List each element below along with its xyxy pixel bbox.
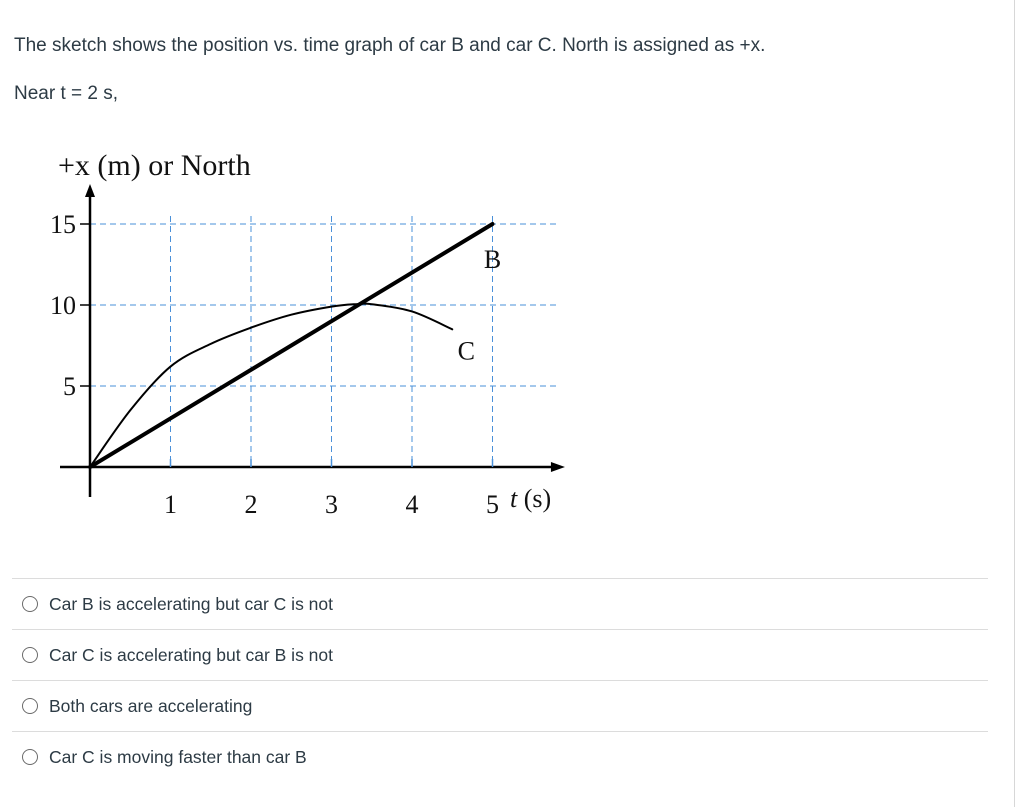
- series-label-car-b: B: [483, 245, 502, 274]
- y-tick-label: 10: [50, 291, 76, 320]
- question-prompt: The sketch shows the position vs. time graph of car B and car C. North is assigned as +x.: [14, 35, 766, 56]
- x-tick-label: 3: [325, 490, 338, 519]
- y-axis-label: +x (m) or North: [58, 149, 251, 182]
- x-tick-label: 4: [405, 490, 419, 519]
- answer-option[interactable]: [12, 731, 988, 782]
- answer-label: Car B is accelerating but car C is not: [49, 593, 334, 614]
- radio-button[interactable]: [22, 749, 38, 765]
- answer-label: Car C is moving faster than car B: [49, 746, 307, 767]
- position-time-chart: [30, 140, 590, 535]
- question-subprompt: Near t = 2 s,: [14, 83, 119, 104]
- series-label-car-c: C: [457, 336, 475, 366]
- radio-button[interactable]: [22, 596, 38, 612]
- series-line-car-c: [90, 304, 452, 467]
- x-axis-label: t (s): [510, 484, 552, 513]
- x-tick-label: 5: [486, 490, 499, 519]
- answer-label: Car C is accelerating but car B is not: [49, 644, 334, 665]
- x-tick-label: 2: [244, 490, 258, 519]
- y-axis-arrow: [85, 184, 95, 197]
- answer-label: Both cars are accelerating: [49, 695, 253, 716]
- y-tick-label: 15: [50, 210, 76, 239]
- axes-layer: [60, 184, 565, 497]
- y-tick-label: 5: [63, 372, 76, 401]
- answer-list: [12, 578, 988, 782]
- answer-option[interactable]: [12, 578, 988, 629]
- radio-button[interactable]: [22, 698, 38, 714]
- series-layer: [90, 224, 501, 467]
- answer-option[interactable]: [12, 629, 988, 680]
- series-line-car-b: [90, 224, 493, 467]
- x-tick-label: 1: [164, 490, 177, 519]
- radio-button[interactable]: [22, 647, 38, 663]
- answer-option[interactable]: [12, 680, 988, 731]
- x-axis-arrow: [551, 462, 565, 472]
- ticks-layer: [50, 210, 502, 519]
